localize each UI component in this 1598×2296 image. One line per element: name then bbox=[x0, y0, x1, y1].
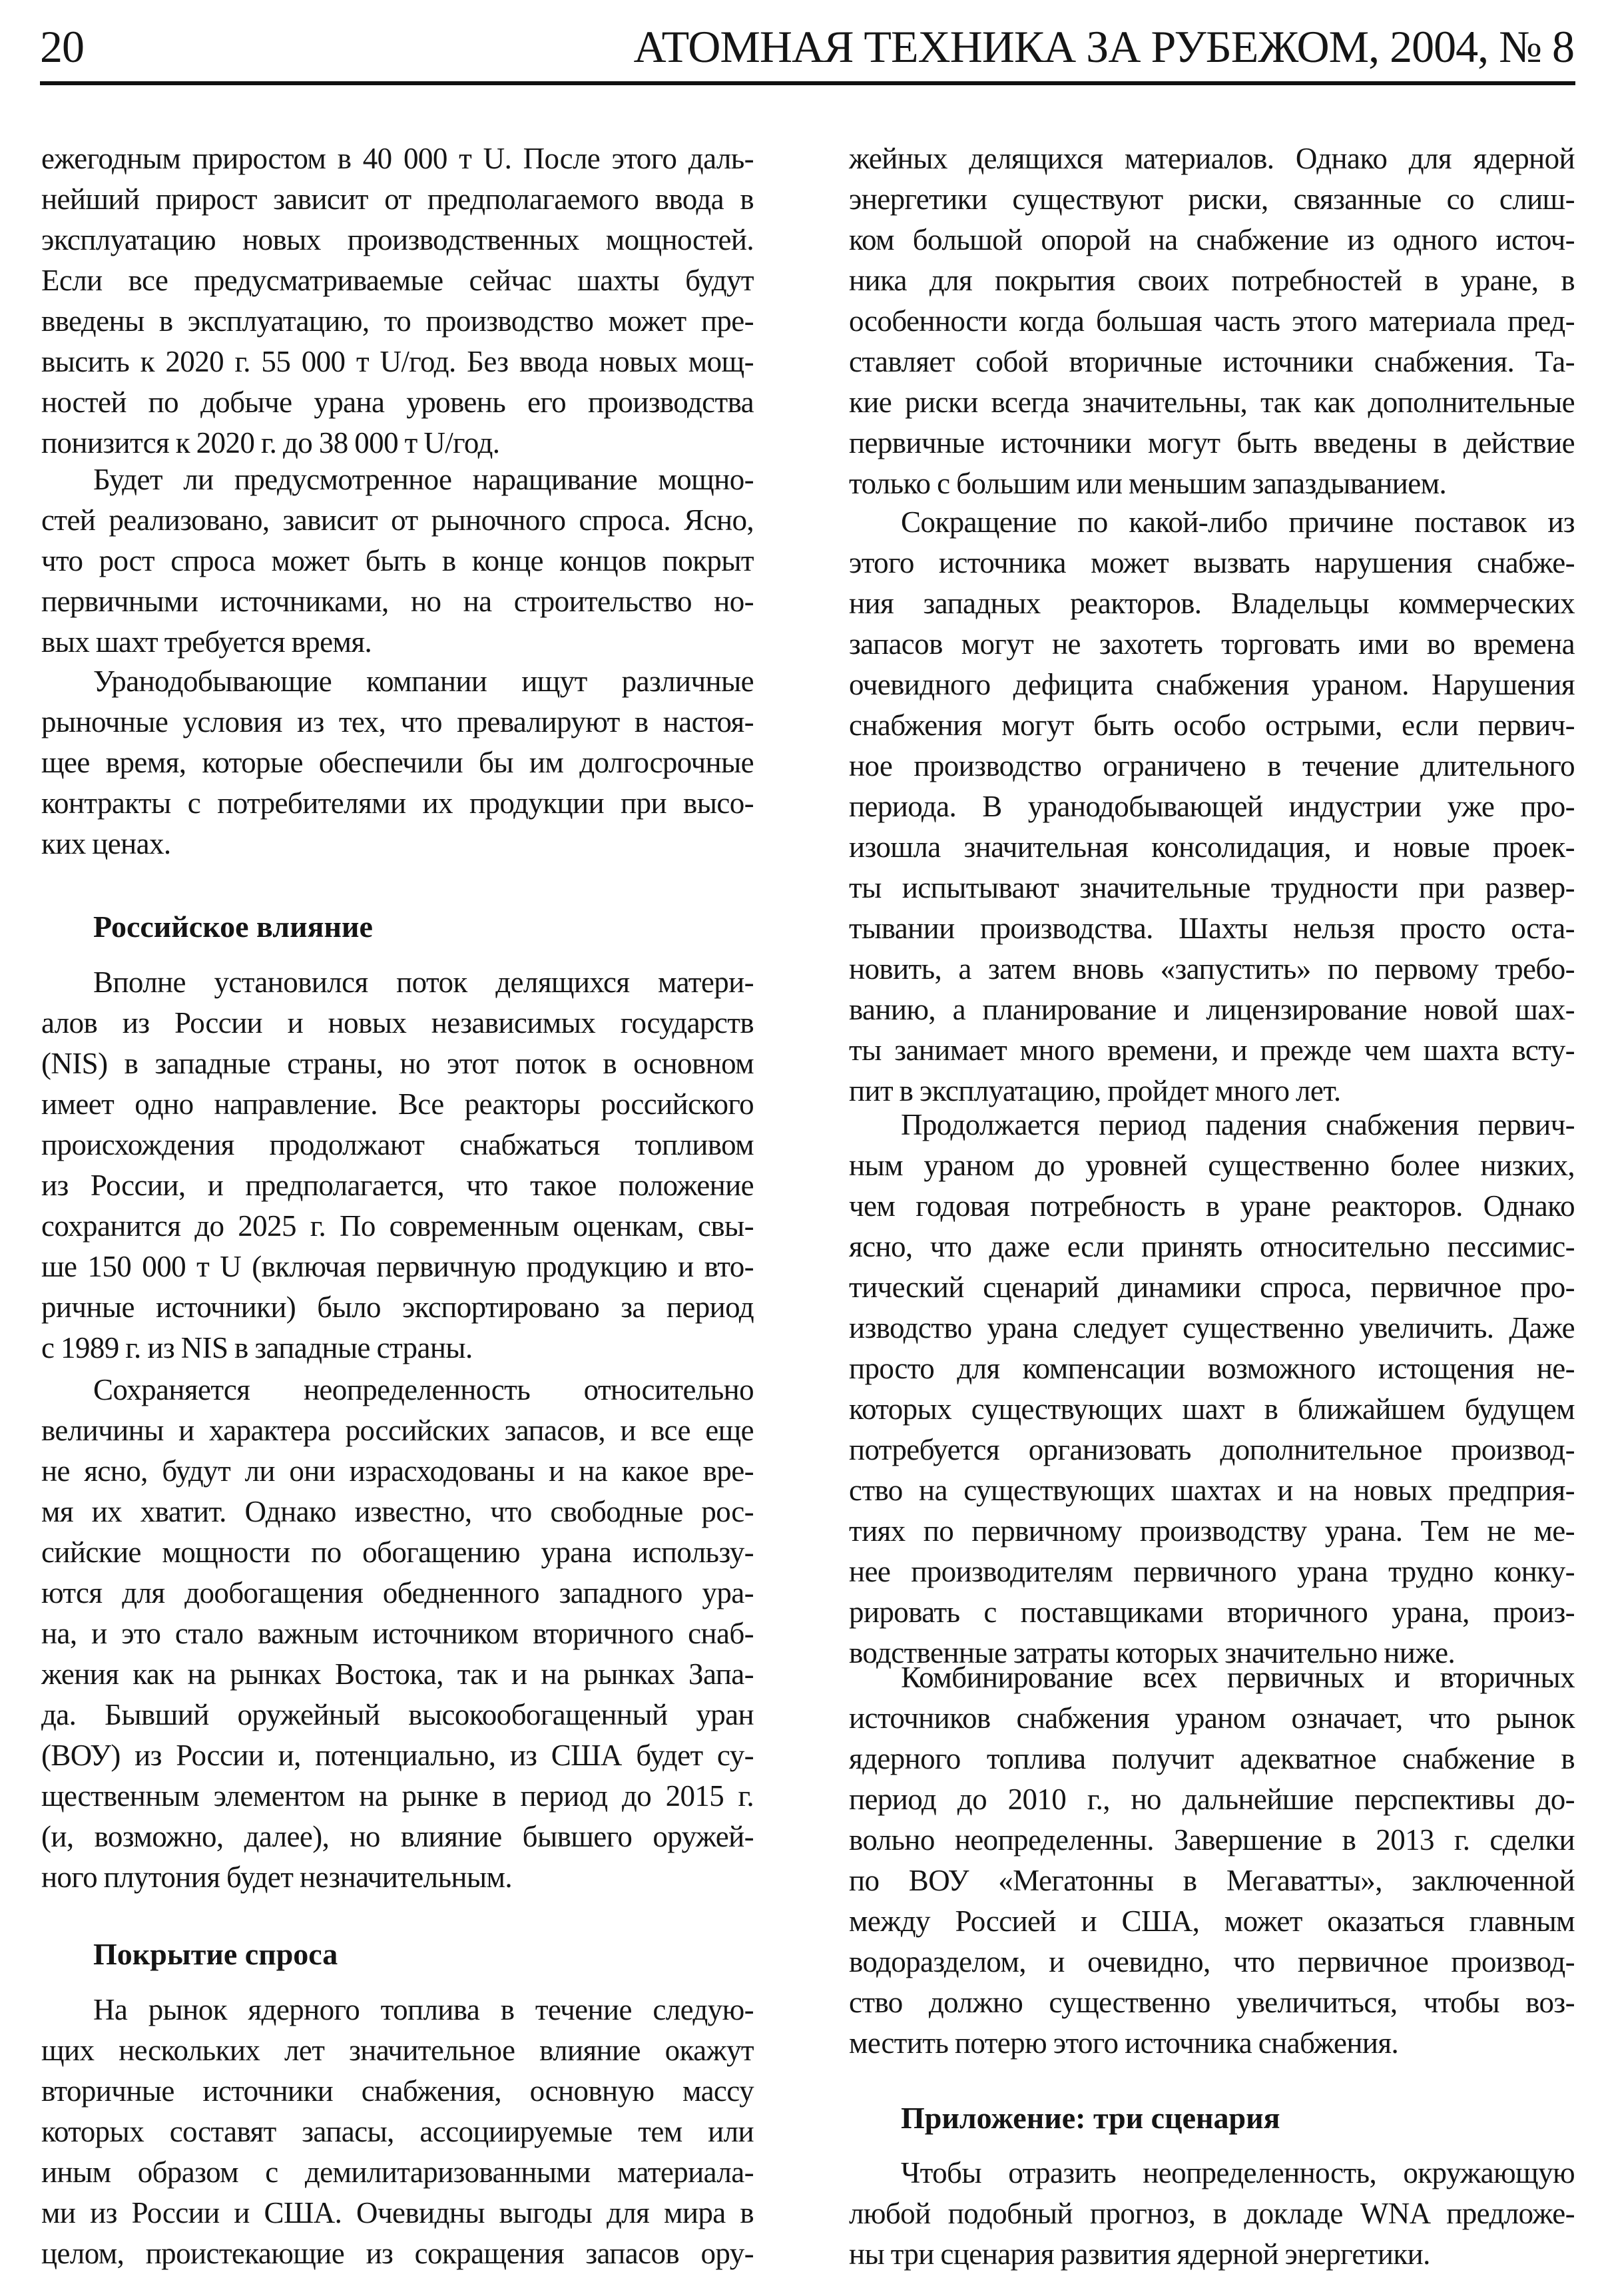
text-line: ным ураном до уровней существенно более низких, bbox=[849, 1149, 1575, 1182]
text-line: ежегодным приростом в 40 000 т U. После этого даль- bbox=[41, 142, 754, 175]
text-line: изводство урана следует существенно увеличить. Даже bbox=[849, 1311, 1575, 1344]
text-line: энергетики существуют риски, связанные со слиш- bbox=[849, 182, 1575, 216]
text-line: сохранится до 2025 г. По современным оценкам, свы- bbox=[41, 1209, 754, 1243]
text-line: что рост спроса может быть в конце концов покрыт bbox=[41, 544, 754, 577]
text-line: происхождения продолжают снабжаться топливом bbox=[41, 1128, 754, 1161]
text-line: которых составят запасы, ассоциируемые тем или bbox=[41, 2115, 754, 2148]
text-line: имеет одно направление. Все реакторы российского bbox=[41, 1087, 754, 1121]
text-line: нейший прирост зависит от предполагаемого ввода в bbox=[41, 182, 754, 216]
text-line: ядерного топлива получит адекватное снабжение в bbox=[849, 1742, 1575, 1775]
paragraph bbox=[849, 1657, 1575, 2064]
text-line: ния западных реакторов. Владельцы коммерческих bbox=[849, 587, 1575, 620]
text-line: ставляет собой вторичные источники снабжения. Та- bbox=[849, 345, 1575, 378]
text-line: (ВОУ) из России и, потенциально, из США будет су- bbox=[41, 1739, 754, 1772]
text-line: ностей по добыче урана уровень его производства bbox=[41, 386, 754, 419]
text-line: ми из России и США. Очевидны выгоды для мира в bbox=[41, 2196, 754, 2229]
text-line: вторичные источники снабжения, основную массу bbox=[41, 2074, 754, 2108]
text-line: Сохраняется неопределенность относительно bbox=[93, 1373, 754, 1406]
text-line: чем годовая потребность в уране реакторов. Однако bbox=[849, 1189, 1575, 1223]
text-line: снабжения могут быть особо острыми, если первич- bbox=[849, 709, 1575, 742]
text-line: Вполне установился поток делящихся матери- bbox=[93, 966, 754, 999]
text-line: сийские мощности по обогащению урана использу- bbox=[41, 1536, 754, 1569]
text-line: понизится к 2020 г. до 38 000 т U/год. bbox=[41, 426, 500, 459]
paragraph bbox=[41, 459, 754, 663]
text-line: Комбинирование всех первичных и вторичных bbox=[901, 1661, 1575, 1694]
text-line: местить потерю этого источника снабжения. bbox=[849, 2026, 1399, 2060]
text-line: введены в эксплуатацию, то производство может пре- bbox=[41, 304, 754, 338]
text-line: величины и характера российских запасов, и все еще bbox=[41, 1414, 754, 1447]
text-line: ком большой опорой на снабжение из одного источ- bbox=[849, 223, 1575, 256]
text-line: рировать с поставщиками вторичного урана, произ- bbox=[849, 1595, 1575, 1629]
text-line: высить к 2020 г. 55 000 т U/год. Без ввода новых мощ- bbox=[41, 345, 754, 378]
text-line: ше 150 000 т U (включая первичную продукцию и вто- bbox=[41, 1250, 754, 1283]
text-line: целом, проистекающие из сокращения запасов ору- bbox=[41, 2237, 754, 2270]
paragraph bbox=[41, 962, 754, 1368]
text-line: не ясно, будут ли они израсходованы и на какое вре- bbox=[41, 1454, 754, 1488]
paragraph bbox=[849, 139, 1575, 504]
text-line: ванию, а планирование и лицензирование новой шах- bbox=[849, 993, 1575, 1026]
text-line: нее производителям первичного урана трудно конку- bbox=[849, 1555, 1575, 1588]
paragraph bbox=[41, 661, 754, 864]
text-line: стей реализовано, зависит от рыночного спроса. Ясно, bbox=[41, 503, 754, 537]
text-line: первичные источники могут быть введены в действие bbox=[849, 426, 1575, 459]
text-line: иным образом с демилитаризованными материала- bbox=[41, 2155, 754, 2189]
text-line: особенности когда большая часть этого материала пред- bbox=[849, 304, 1575, 338]
text-line: первичными источниками, но на строительство но- bbox=[41, 585, 754, 618]
text-line: новить, а затем вновь «запустить» по первому требо- bbox=[849, 952, 1575, 986]
text-line: любой подобный прогноз, в докладе WNA предложе- bbox=[849, 2197, 1575, 2230]
page-number: 20 bbox=[40, 21, 84, 72]
text-line: Будет ли предусмотренное наращивание мощно- bbox=[93, 463, 754, 496]
text-line: щих нескольких лет значительное влияние окажут bbox=[41, 2034, 754, 2067]
text-line: по ВОУ «Мегатонны в Мегаватты», заключенной bbox=[849, 1864, 1575, 1897]
text-line: этого источника может вызвать нарушения снабже- bbox=[849, 546, 1575, 579]
text-line: кие риски всегда значительны, так как дополнительные bbox=[849, 386, 1575, 419]
text-line: рыночные условия из тех, что превалируют в настоя- bbox=[41, 705, 754, 738]
text-line: да. Бывший оружейный высокообогащенный уран bbox=[41, 1698, 754, 1731]
text-line: жения как на рынках Востока, так и на рынках Запа- bbox=[41, 1657, 754, 1691]
text-line: щее время, которые обеспечили бы им долгосрочные bbox=[41, 746, 754, 779]
text-line: периода. В уранодобывающей индустрии уже про- bbox=[849, 790, 1575, 823]
text-line: Продолжается период падения снабжения первич- bbox=[901, 1108, 1575, 1141]
section-heading: Покрытие спроса bbox=[93, 1937, 338, 1971]
header-rule bbox=[40, 81, 1575, 85]
text-line: пит в эксплуатацию, пройдет много лет. bbox=[849, 1074, 1341, 1107]
text-line: которых существующих шахт в ближайшем будущем bbox=[849, 1392, 1575, 1426]
text-line: ясно, что даже если принять относительно пессимис- bbox=[849, 1230, 1575, 1263]
text-line: контракты с потребителями их продукции при высо- bbox=[41, 786, 754, 820]
text-line: запасов могут не захотеть торговать ими во времена bbox=[849, 627, 1575, 661]
text-line: ты занимает много времени, и прежде чем шахта всту- bbox=[849, 1033, 1575, 1067]
text-line: ство должно существенно увеличиться, чтобы воз- bbox=[849, 1986, 1575, 2019]
text-line: вых шахт требуется время. bbox=[41, 625, 372, 659]
text-line: ны три сценария развития ядерной энергетики. bbox=[849, 2237, 1430, 2271]
text-line: на, и это стало важным источником вторичного снаб- bbox=[41, 1617, 754, 1650]
text-line: Чтобы отразить неопределенность, окружающую bbox=[901, 2156, 1575, 2189]
text-line: тиях по первичному производству урана. Тем не ме- bbox=[849, 1514, 1575, 1548]
text-line: с 1989 г. из NIS в западные страны. bbox=[41, 1331, 473, 1364]
text-line: тывании производства. Шахты нельзя просто оста- bbox=[849, 912, 1575, 945]
section-heading: Приложение: три сценария bbox=[901, 2101, 1280, 2135]
text-line: ются для дообогащения обедненного западного ура- bbox=[41, 1576, 754, 1609]
paragraph bbox=[849, 2153, 1575, 2275]
text-line: ричные источники) было экспортировано за период bbox=[41, 1291, 754, 1324]
text-line: ство на существующих шахтах и на новых предприя- bbox=[849, 1474, 1575, 1507]
text-line: между Россией и США, может оказаться главным bbox=[849, 1904, 1575, 1938]
text-line: щественным элементом на рынке в период до 2015 г. bbox=[41, 1779, 754, 1813]
text-line: На рынок ядерного топлива в течение следую- bbox=[93, 1993, 754, 2026]
text-line: период до 2010 г., но дальнейшие перспективы до- bbox=[849, 1783, 1575, 1816]
text-line: (NIS) в западные страны, но этот поток в основном bbox=[41, 1047, 754, 1080]
text-line: Уранодобывающие компании ищут различные bbox=[93, 665, 754, 698]
text-line: алов из России и новых независимых государств bbox=[41, 1006, 754, 1039]
text-line: очевидного дефицита снабжения ураном. Нарушения bbox=[849, 668, 1575, 701]
text-line: ное производство ограничено в течение длительного bbox=[849, 749, 1575, 782]
text-line: ника для покрытия своих потребностей в уране, в bbox=[849, 264, 1575, 297]
paragraph bbox=[849, 1105, 1575, 1673]
text-line: водоразделом, и очевидно, что первичное производ- bbox=[849, 1945, 1575, 1978]
paragraph bbox=[849, 502, 1575, 1111]
text-line: вольно неопределенны. Завершение в 2013 г. сделки bbox=[849, 1823, 1575, 1857]
text-line: Если все предусматриваемые сейчас шахты будут bbox=[41, 264, 754, 297]
text-line: только с большим или меньшим запаздыванием. bbox=[849, 467, 1447, 500]
text-line: потребуется организовать дополнительное производ- bbox=[849, 1433, 1575, 1466]
text-line: мя их хватит. Однако известно, что свободные рос- bbox=[41, 1495, 754, 1528]
text-line: ких ценах. bbox=[41, 827, 171, 860]
text-line: источников снабжения ураном означает, что рынок bbox=[849, 1701, 1575, 1735]
text-line: жейных делящихся материалов. Однако для ядерной bbox=[849, 142, 1575, 175]
paragraph bbox=[41, 139, 754, 463]
text-line: ного плутония будет незначительным. bbox=[41, 1861, 513, 1894]
section-heading: Российское влияние bbox=[93, 910, 373, 944]
text-line: (и, возможно, далее), но влияние бывшего оружей- bbox=[41, 1820, 754, 1853]
paragraph bbox=[41, 1370, 754, 1898]
text-line: просто для компенсации возможного истощения не- bbox=[849, 1352, 1575, 1385]
journal-title: АТОМНАЯ ТЕХНИКА ЗА РУБЕЖОМ, 2004, № 8 bbox=[633, 21, 1574, 72]
text-line: ты испытывают значительные трудности при развер- bbox=[849, 871, 1575, 904]
text-line: тический сценарий динамики спроса, первичное про- bbox=[849, 1271, 1575, 1304]
paragraph bbox=[41, 1990, 754, 2274]
text-line: из России, и предполагается, что такое положение bbox=[41, 1169, 754, 1202]
text-line: эксплуатацию новых производственных мощностей. bbox=[41, 223, 754, 256]
text-line: Сокращение по какой-либо причине поставок из bbox=[901, 505, 1575, 539]
text-line: изошла значительная консолидация, и новые проек- bbox=[849, 830, 1575, 864]
text-line: водственные затраты которых значительно ниже. bbox=[849, 1636, 1456, 1669]
